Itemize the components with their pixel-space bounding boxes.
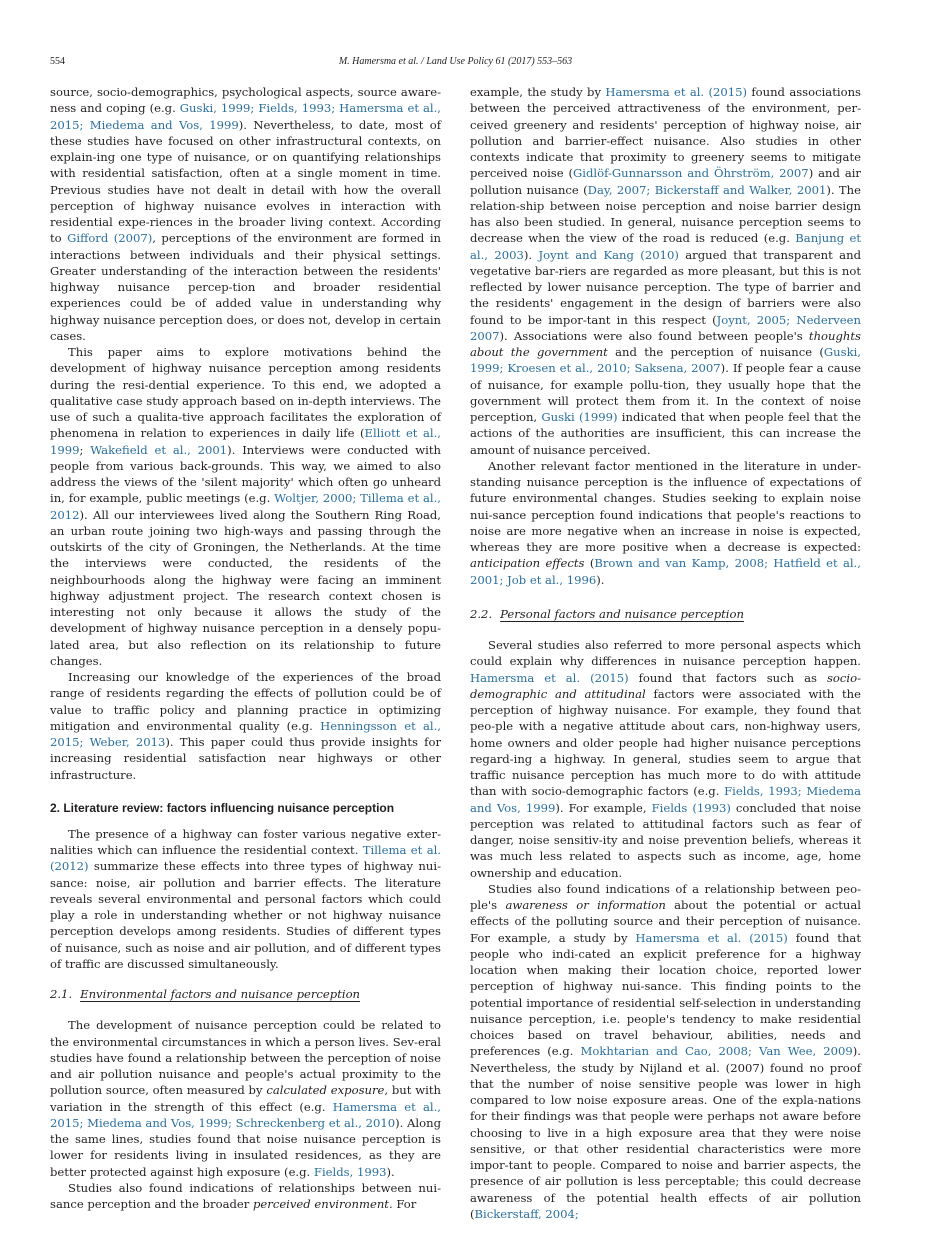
subsection-number: 2.2.: [470, 606, 493, 621]
text-run: ).: [596, 572, 605, 587]
text-run: (: [584, 556, 595, 571]
text-run: found that people who indi-cated an explicit preference for a highway location when making their location choice, reported lower perception of highway nui-sance. This finding points to the potential importance of residential self-selection in understanding nuisance perception, i.e. people's tendency to make residential choices based on travel behaviour, abilities, needs and preferences (e.g.: [470, 930, 861, 1059]
subsection-number: 2.1.: [50, 987, 73, 1001]
text-run: , perceptions of the environment are formed in interactions between individuals and their physical settings. Greater understanding of the interaction between the residents' highway nuisance percep-tion and broader residential experiences could be of added value in understanding why highway nuisance perception does, or does not, develop in certain cases.: [50, 231, 441, 343]
running-head: M. Hamersma et al. / Land Use Policy 61 (2017) 553–563: [338, 56, 573, 67]
citation-link[interactable]: Fields (1993): [651, 800, 731, 815]
text-run: The presence of a highway can foster various negative exter-nalities which can influence the residential context.: [50, 826, 441, 857]
paragraph: [470, 458, 861, 588]
citation-link[interactable]: Hamersma et al. (2015): [470, 670, 629, 685]
text-run: ).: [523, 247, 539, 262]
paragraph: [50, 84, 441, 344]
text-run: factors were associated with the perception of highway nuisance. For example, they found that peo-ple with a negative attitude about cars, non-highway users, home owners and older people had higher nuisance perceptions regard-ing a highway. In general, studies seem to argue that traffic nuisance perception has much more to do with attitude than with socio-demographic factors (e.g.: [470, 686, 861, 799]
text-run: Studies also found indications of a relationship between peo-ple's: [470, 881, 861, 912]
text-run: Increasing our knowledge of the experiences of the broad range of residents regarding the effects of pollution could be of value to traffic policy and planning practice in optimizing mitigation and environmental quality (e.g.: [50, 670, 441, 733]
text-run: ). Nevertheless, the study by Nijland et al. (2007) found no proof that the number of noise sensitive people was lower in high compared to low noise exposure areas. One of the expla-nations for their findings was that people were perhaps not aware before choosing to live in a high exposure area that they were noise sensitive, or that other residential characteristics were more impor-tant to people. Compared to noise and barrier aspects, the presence of air pollution is less perceptable; this could decrease awareness of the potential health effects of air pollution (: [470, 1044, 861, 1221]
text-run: found associations between the perceived attractiveness of the environment, per-ceived greenery and residents' perception of highway noise, air pollution and barrier-effect nuisance. Also studies in other contexts indicate that proximity to greenery seems to mitigate perceived noise (: [470, 85, 861, 181]
text-run: concluded that noise perception was related to attitudinal factors such as fear of danger, noise sensitiv-ity and noise prevention beliefs, whereas it was much less related to aspects such as income, age, home ownership and education.: [470, 800, 861, 880]
citation-link[interactable]: Joynt and Kang (2010): [538, 247, 679, 262]
emphasis-text: anticipation effects: [470, 556, 585, 571]
text-run: ). Nevertheless, to date, most of these studies have focused on other infrastructural contexts, on explain-ing one type of nuisance, or on quantifying relationships with residential satisfaction, often at a single moment in time. Previous studies have not dealt in detail with how the overall perception of highway nuisance evolves in interaction with residential expe-riences in the broader living context. According to: [50, 117, 441, 246]
text-run: This paper aims to explore motivations behind the development of highway nuisance perception among residents during the resi-dential experience. To this end, we adopted a qualitative case study approach based on in-depth interviews. The use of such a qualita-tive approach facilitates the exploration of phenomena in relation to experiences in daily life (: [50, 345, 441, 441]
page-header: [50, 56, 861, 70]
citation-link[interactable]: Gidlöf-Gunnarsson and Öhrström, 2007: [573, 166, 809, 181]
text-run: summarize these effects into three types of highway nui-sance: noise, air pollution and barrier effects. The literature reveals several environmental and personal factors which could play a role in understanding whether or not highway nuisance perception develops among residents. Studies of different types of nuisance, such as noise and air pollution, and of different types of traffic are discussed simultaneously.: [50, 859, 441, 971]
text-run: Several studies also referred to more personal aspects which could explain why differences in nuisance perception happen.: [470, 638, 861, 669]
text-run: ). All our interviewees lived along the Southern Ring Road, an urban route joining two high-ways and passing through the outskirts of the city of Groningen, the Netherlands. At the time the interviews were conducted, the residents of the neighbourhoods along the highway were facing an imminent highway adjustment project. The research context chosen is interesting not only because it allows the study of the development of highway nuisance perception in a densely popu-lated area, but also reflection on its relationship to future changes.: [50, 507, 441, 668]
section-heading: 2. Literature review: factors influencing nuisance perception: [50, 800, 395, 815]
citation-link[interactable]: Hamersma et al., 2015; Miedema and Vos, 1999; Schreckenberg et al., 2010: [50, 1099, 441, 1130]
citation-link[interactable]: Fields, 1993; Miedema and Vos, 1999: [470, 784, 861, 815]
citation-link[interactable]: Guski (1999): [541, 410, 618, 424]
citation-link[interactable]: Gifford (2007): [67, 231, 153, 246]
emphasis-text: thoughts about the government: [470, 328, 861, 359]
text-run: ). For example,: [555, 800, 652, 815]
citation-link[interactable]: Mokhtarian and Cao, 2008; Van Wee, 2009: [580, 1044, 853, 1059]
text-run: indicated that when people feel that the actions of the authorities are insufficient, this can increase the amount of nuisance perceived.: [470, 410, 861, 457]
paragraph: [50, 669, 441, 783]
subsection-heading: [470, 606, 861, 622]
text-run: , but with variation in the strength of this effect (e.g.: [50, 1083, 441, 1114]
text-run: example, the study by: [470, 85, 606, 99]
emphasis-text: socio-demographic and attitudinal: [470, 670, 861, 701]
subsection-title: Environmental factors and nuisance perception: [80, 987, 361, 1001]
emphasis-text: calculated exposure: [266, 1083, 385, 1098]
citation-link[interactable]: Brown and van Kamp, 2008; Hatfield et al., 2001; Job et al., 1996: [470, 556, 861, 587]
text-run: ). If people fear a cause of nuisance, for example pollu-tion, they usually hope that the government will protect them from it. In the context of noise perception,: [470, 361, 861, 424]
emphasis-text: awareness or information: [505, 898, 666, 912]
text-run: ). Along the same lines, studies found that noise nuisance perception is lower for residents living in insulated residences, as they are better protected against high exposure (e.g.: [50, 1115, 442, 1179]
text-run: The development of nuisance perception could be related to the environmental circumstances in which a person lives. Sev-eral studies have found a relationship between the perception of noise and air pollution nuisance and people's actual proximity to the pollution source, often measured by: [50, 1018, 441, 1098]
citation-link[interactable]: Elliott et al., 1999: [50, 426, 441, 457]
text-run: . For: [388, 1197, 417, 1211]
paragraph: [470, 84, 861, 458]
page-number: 554: [50, 56, 65, 67]
citation-link[interactable]: Henningsson et al., 2015; Weber, 2013: [50, 718, 441, 749]
text-run: ). This paper could thus provide insights for increasing residential satisfaction near highways or other infrastructure.: [50, 735, 441, 782]
left-column: [50, 84, 441, 1212]
subsection-heading: [50, 986, 441, 1002]
text-run: about the potential or actual effects of the polluting source and their perception of nuisance. For example, a study by: [470, 898, 861, 945]
citation-link[interactable]: Hamersma et al. (2015): [605, 85, 748, 99]
text-run: and the perception of nuisance (: [607, 345, 824, 359]
text-run: Studies also found indications of relationships between nui-sance perception and the broader: [50, 1180, 441, 1211]
text-run: ). The relation-ship between noise perception and noise barrier design has also been studied. In general, nuisance perception seems to decrease when the view of the road is reduced (e.g.: [470, 182, 861, 246]
citation-link[interactable]: Banjung et al., 2003: [470, 231, 861, 262]
citation-link[interactable]: Hamersma et al. (2015): [635, 930, 788, 945]
paragraph: [470, 881, 861, 1222]
text-run: ) and air pollution nuisance (: [470, 166, 861, 197]
paragraph: [50, 826, 441, 972]
paragraph: [470, 637, 861, 881]
subsection-title: Personal factors and nuisance perception: [500, 606, 744, 621]
text-run: ;: [79, 442, 91, 457]
text-run: argued that transparent and vegetative bar-riers are regarded as more pleasant, but this is not reflected by lower nuisance perception. The type of barrier and the residents' engagement in the design of barriers were also found to be impor-tant in this respect (: [470, 247, 861, 327]
text-run: ).: [386, 1164, 395, 1179]
text-run: ). Associations were also found between people's: [499, 328, 809, 343]
emphasis-text: perceived environment: [253, 1197, 389, 1211]
citation-link[interactable]: Day, 2007; Bickerstaff and Walker, 2001: [587, 182, 827, 197]
citation-link[interactable]: Bickerstaff, 2004;: [474, 1206, 579, 1221]
text-run: source, socio-demographics, psychological aspects, source aware-ness and coping (e.g.: [50, 85, 441, 116]
citation-link[interactable]: Joynt, 2005; Nederveen 2007: [470, 312, 861, 343]
citation-link[interactable]: Wakefield et al., 2001: [90, 442, 228, 457]
paragraph: [50, 1180, 441, 1213]
text-run: found that factors such as: [628, 670, 827, 685]
paragraph: [50, 344, 441, 669]
text-run: Another relevant factor mentioned in the literature in under-standing nuisance perception is the influence of expectations of future environmental changes. Studies seeking to explain noise nui-sance perception found indications that people's reactions to noise are more negative when an increase in noise is expected, whereas they are more positive when a decrease is expected:: [470, 458, 861, 554]
text-run: ). Interviews were conducted with people from various back-grounds. This way, we aimed to also address the views of the 'silent majority' which often go unheard in, for example, public meetings (e.g.: [50, 442, 441, 506]
citation-link[interactable]: Tillema et al. (2012): [50, 843, 441, 874]
paragraph: [50, 1017, 441, 1180]
citation-link[interactable]: Guski, 1999; Kroesen et al., 2010; Saksena, 2007: [470, 345, 861, 376]
citation-link[interactable]: Woltjer, 2000; Tillema et al., 2012: [50, 491, 441, 522]
right-column: [470, 84, 861, 1222]
citation-link[interactable]: Guski, 1999; Fields, 1993; Hamersma et al., 2015; Miedema and Vos, 1999: [50, 101, 441, 132]
citation-link[interactable]: Fields, 1993: [313, 1164, 387, 1179]
